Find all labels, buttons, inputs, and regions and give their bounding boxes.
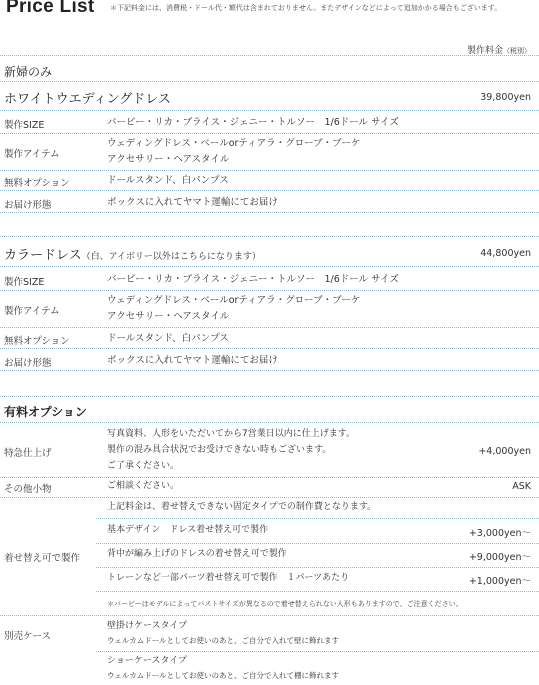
- row-label-free-option: 無料オプション: [4, 336, 70, 347]
- misc-label: その他小物: [4, 484, 52, 495]
- divider: [0, 55, 539, 56]
- row-value-delivery: ボックスに入れてヤマト運輸にてお届け: [107, 355, 278, 366]
- row-value-free-option: ドールスタンド、白パンプス: [107, 175, 229, 186]
- divider: [0, 190, 539, 191]
- page-title: Price List: [6, 0, 95, 17]
- divider: [96, 543, 539, 544]
- divider: [0, 266, 539, 267]
- changeable-item-3-name: トレーンなど一部パーツ着せ替え可で製作 １パーツあたり: [107, 573, 350, 583]
- color-dress-price: 44,800yen: [480, 248, 531, 259]
- case-item-1-desc: ウェルカムドールとしてお使いのあと、ご自分で入れて壁に飾れます: [107, 636, 340, 645]
- changeable-note: ＊バービーはモデルによってバストサイズが異なるので着せ替えられない人形もありますので、ご注意ください。: [107, 600, 463, 608]
- section-title-options: 有料オプション: [4, 405, 87, 419]
- misc-value: ご相談ください。: [107, 481, 180, 491]
- case-item-1-name: 壁掛けケースタイプ: [107, 621, 188, 631]
- case-item-2-desc: ウェルカムドールとしてお使いのあと、ご自分で入れて棚に飾れます: [107, 671, 340, 680]
- changeable-item-2-price: +9,000yen〜: [468, 552, 531, 563]
- header-note: ＊下記料金には、消費税・ドール代・額代は含まれておりません。またデザインなどによって追加かかる場合もございます。: [110, 4, 502, 12]
- divider: [96, 567, 539, 568]
- white-dress-price: 39,800yen: [480, 92, 531, 103]
- express-label: 特急仕上げ: [4, 448, 52, 459]
- changeable-item-1-price: +3,000yen〜: [468, 528, 531, 539]
- color-dress-title: カラードレス: [4, 248, 82, 263]
- changeable-item-2-name: 背中が編み上げのドレスの着せ替え可で製作: [107, 549, 287, 559]
- divider: [0, 370, 539, 371]
- color-dress-name: [4, 244, 261, 263]
- divider: [0, 477, 539, 478]
- row-value-items-2: アクセサリー・ヘアスタイル: [107, 311, 230, 322]
- case-label: 別売ケース: [4, 631, 52, 642]
- divider: [0, 497, 539, 498]
- divider: [0, 236, 539, 237]
- price-tax-note: （税別）: [503, 47, 531, 55]
- divider: [0, 290, 539, 291]
- express-line-2: 製作の混み具合状況でお受けできない時もございます。: [107, 445, 332, 455]
- row-label-size: 製作SIZE: [4, 277, 45, 288]
- row-value-size: バービー・リカ・ブライス・ジェニー・トルソー 1/6ドール サイズ: [107, 274, 399, 285]
- express-line-1: 写真資料、人形をいただいてから7営業日以内に仕上げます。: [107, 429, 356, 439]
- divider: [0, 81, 539, 82]
- divider: [96, 651, 539, 652]
- row-value-items: ウェディングドレス・ベールorティアラ・グローブ・ブーケ: [107, 138, 361, 149]
- row-label-free-option: 無料オプション: [4, 178, 70, 189]
- row-value-size: バービー・リカ・ブライス・ジェニー・トルソー 1/6ドール サイズ: [107, 117, 399, 128]
- row-value-free-option: ドールスタンド、白パンプス: [107, 333, 229, 344]
- divider: [96, 518, 539, 519]
- express-line-3: ご了承ください。: [107, 461, 180, 471]
- divider: [0, 422, 539, 423]
- section-title-bride: 新婦のみ: [4, 65, 53, 79]
- divider: [0, 133, 539, 134]
- row-label-delivery: お届け形態: [4, 200, 52, 211]
- divider: [0, 348, 539, 349]
- color-dress-sub: （白、アイボリー以外はこちらになります）: [81, 252, 261, 262]
- case-item-2-name: ショーケースタイプ: [107, 656, 187, 666]
- row-label-size: 製作SIZE: [4, 120, 45, 131]
- express-price: +4,000yen: [478, 446, 531, 457]
- price-label: 製作料金: [466, 46, 503, 56]
- divider: [0, 170, 539, 171]
- changeable-intro: 上記料金は、着せ替えできない固定タイプでの制作費となります。: [107, 502, 377, 512]
- changeable-item-1-name: 基本デザイン ドレス着せ替え可で製作: [107, 525, 269, 535]
- divider: [0, 110, 539, 111]
- row-label-items: 製作アイテム: [4, 149, 60, 160]
- changeable-item-3-price: +1,000yen〜: [468, 576, 531, 587]
- divider: [0, 615, 539, 616]
- divider: [0, 212, 539, 213]
- row-value-items-2: アクセサリー・ヘアスタイル: [107, 154, 230, 165]
- white-dress-name: ホワイトウエディングドレス: [4, 92, 171, 107]
- misc-price: ASK: [512, 481, 531, 492]
- changeable-label: 着せ替え可で製作: [4, 553, 81, 564]
- row-label-items: 製作アイテム: [4, 306, 60, 317]
- row-value-items: ウェディングドレス・ベールorティアラ・グローブ・ブーケ: [107, 295, 361, 306]
- row-value-delivery: ボックスに入れてヤマト運輸にてお届け: [107, 197, 278, 208]
- divider: [0, 396, 539, 397]
- divider: [96, 591, 539, 592]
- row-label-delivery: お届け形態: [4, 358, 52, 369]
- divider: [0, 327, 539, 328]
